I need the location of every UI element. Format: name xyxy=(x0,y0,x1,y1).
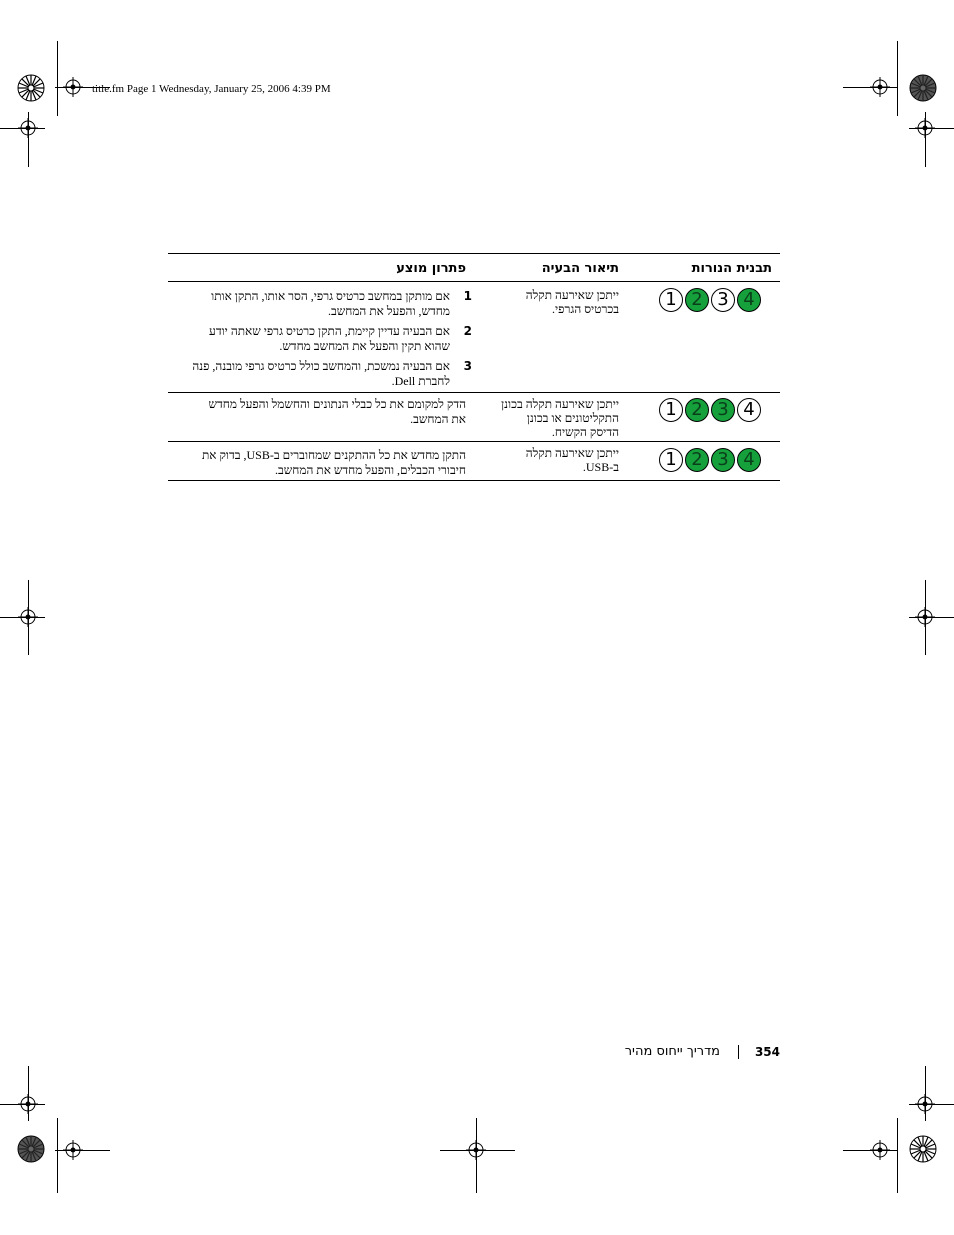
registration-mark-icon xyxy=(915,118,935,138)
starburst-target-icon xyxy=(17,74,45,102)
step-number: 3 xyxy=(463,359,472,373)
registration-mark-icon xyxy=(18,118,38,138)
registration-mark-icon xyxy=(63,1140,83,1160)
problem-description: ייתכן שאירעה תקלה בכרטיס הגרפי. xyxy=(525,288,619,316)
diagnostic-light-3: 3 xyxy=(711,448,735,472)
registration-mark-icon xyxy=(18,607,38,627)
solution-step: אם מותקן במחשב כרטיס גרפי, הסר אותו, התקן אותו מחדש, והפעל את המחשב. xyxy=(211,289,450,318)
solution-step: אם הבעיה עדיין קיימת, התקן כרטיס גרפי שאתה יודע שהוא תקין והפעל את המחשב מחדש. xyxy=(209,324,450,353)
footer-separator xyxy=(738,1045,739,1059)
table-top-rule xyxy=(168,253,780,254)
problem-description: ייתכן שאירעה תקלה בכונן התקליטונים או בכונן הדיסק הקשיח. xyxy=(501,397,619,439)
starburst-target-icon xyxy=(17,1135,45,1163)
diagnostic-light-1: 1 xyxy=(659,288,683,312)
registration-mark-icon xyxy=(466,1140,486,1160)
crop-line xyxy=(57,1118,58,1193)
header-problem-description: תיאור הבעיה xyxy=(541,261,619,276)
diagnostic-light-2: 2 xyxy=(685,288,709,312)
diagnostic-light-1: 1 xyxy=(659,448,683,472)
registration-mark-icon xyxy=(18,1094,38,1114)
diagnostic-light-2: 2 xyxy=(685,398,709,422)
file-info-slug: title.fm Page 1 Wednesday, January 25, 2006 4:39 PM xyxy=(92,83,331,95)
table-bottom-rule xyxy=(168,480,780,481)
suggested-solution: התקן מחדש את כל ההתקנים שמחוברים ב-USB, בדוק את חיבורי הכבלים, והפעל מחדש את המחשב. xyxy=(201,448,466,477)
diagnostic-light-3: 3 xyxy=(711,288,735,312)
diagnostic-light-4: 4 xyxy=(737,288,761,312)
registration-mark-icon xyxy=(915,1094,935,1114)
footer-guide-title: מדריך ייחוס מהיר xyxy=(624,1044,720,1059)
page-number: 354 xyxy=(754,1045,780,1059)
header-rule xyxy=(168,281,780,282)
diagnostic-light-4: 4 xyxy=(737,398,761,422)
diagnostic-light-2: 2 xyxy=(685,448,709,472)
diagnostic-light-1: 1 xyxy=(659,398,683,422)
diagnostic-light-3: 3 xyxy=(711,398,735,422)
registration-mark-icon xyxy=(915,607,935,627)
row-rule xyxy=(168,441,780,442)
registration-mark-icon xyxy=(870,77,890,97)
crop-line xyxy=(897,1118,898,1193)
step-number: 2 xyxy=(463,324,472,338)
diagnostic-light-4: 4 xyxy=(737,448,761,472)
solution-step: אם הבעיה נמשכת, והמחשב כולל כרטיס גרפי מובנה, פנה לחברת Dell. xyxy=(192,359,450,388)
crop-line xyxy=(57,41,58,116)
registration-mark-icon xyxy=(870,1140,890,1160)
light-pattern xyxy=(659,398,761,422)
light-pattern xyxy=(659,288,761,312)
registration-mark-icon xyxy=(63,77,83,97)
light-pattern xyxy=(659,448,761,472)
starburst-target-icon xyxy=(909,74,937,102)
problem-description: ייתכן שאירעה תקלה ב-USB. xyxy=(525,446,619,474)
starburst-target-icon xyxy=(909,1135,937,1163)
header-light-pattern: תבנית הנורות xyxy=(691,261,772,276)
step-number: 1 xyxy=(463,289,472,303)
crop-line xyxy=(897,41,898,116)
row-rule xyxy=(168,392,780,393)
suggested-solution: הדק למקומם את כל כבלי הנתונים והחשמל והפעל מחדש את המחשב. xyxy=(208,397,466,426)
header-suggested-solution: פתרון מוצע xyxy=(396,261,466,276)
